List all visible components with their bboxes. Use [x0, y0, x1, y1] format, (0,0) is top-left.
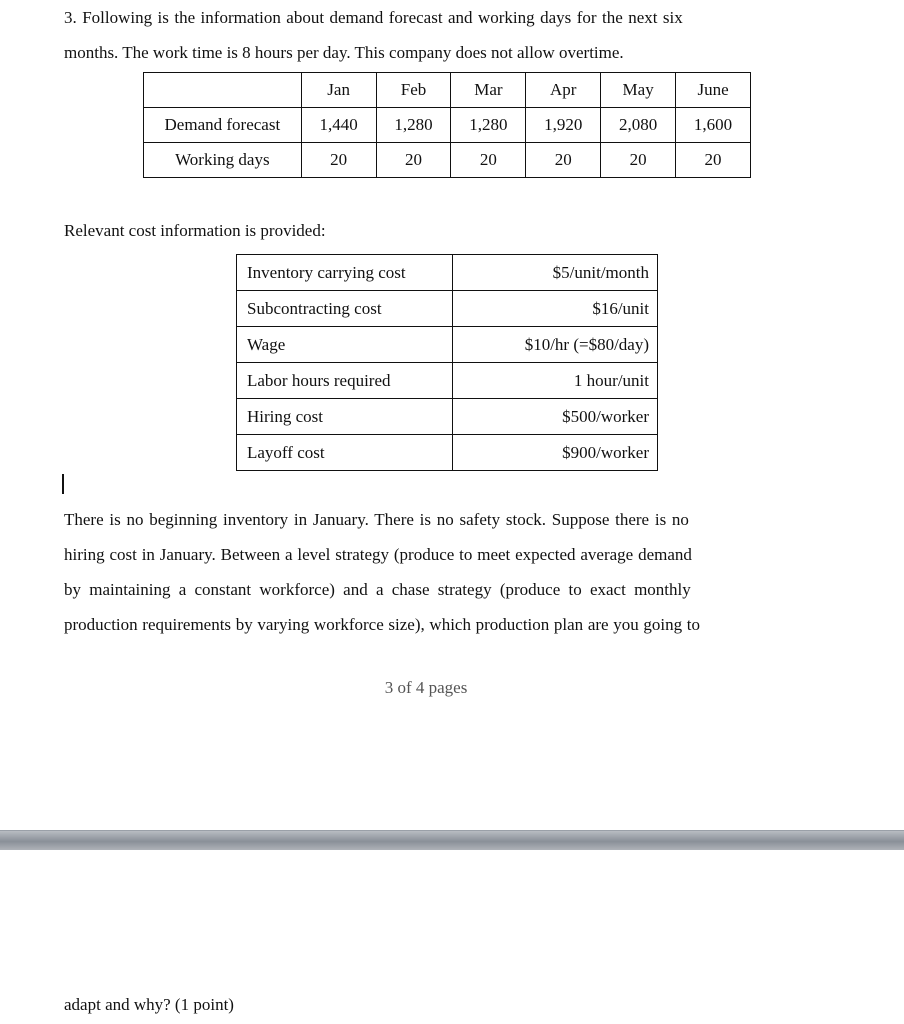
table-row: [237, 399, 658, 435]
cost-label: Subcontracting cost: [237, 291, 453, 327]
table-row: [237, 255, 658, 291]
cost-label: Inventory carrying cost: [237, 255, 453, 291]
month-header: Feb: [376, 73, 451, 108]
table-row: [144, 108, 751, 143]
table-cell: 1,440: [301, 108, 376, 143]
cost-value: $10/hr (=$80/day): [453, 327, 658, 363]
table-cell: 2,080: [601, 108, 676, 143]
month-header: May: [601, 73, 676, 108]
question-line-1: 3. Following is the information about demand forecast and working days for the next six: [64, 8, 683, 27]
cost-value: $500/worker: [453, 399, 658, 435]
page-divider: [0, 830, 904, 850]
table-cell: 20: [601, 143, 676, 178]
month-header: Mar: [451, 73, 526, 108]
table-row: [237, 291, 658, 327]
table-cell: 1,600: [676, 108, 751, 143]
month-header: Jan: [301, 73, 376, 108]
page-indicator: 3 of 4 pages: [384, 678, 468, 697]
table-cell: 1,280: [376, 108, 451, 143]
row-label: Demand forecast: [144, 108, 302, 143]
cost-intro-text: Relevant cost information is provided:: [64, 221, 326, 240]
table-cell: 1,280: [451, 108, 526, 143]
month-header: June: [676, 73, 751, 108]
table-cell: 20: [376, 143, 451, 178]
table-row: [237, 363, 658, 399]
cost-intro: [64, 213, 834, 248]
row-label: Working days: [144, 143, 302, 178]
question-text: [64, 0, 834, 70]
text-cursor: [62, 474, 64, 494]
table-cell: 20: [526, 143, 601, 178]
table-cell: 20: [676, 143, 751, 178]
table-row: [237, 327, 658, 363]
cost-value: $16/unit: [453, 291, 658, 327]
table-row: [144, 143, 751, 178]
cost-value: $5/unit/month: [453, 255, 658, 291]
question-line-2: months. The work time is 8 hours per day. This company does not allow overtime.: [64, 43, 624, 62]
cost-label: Hiring cost: [237, 399, 453, 435]
cost-label: Labor hours required: [237, 363, 453, 399]
cost-label: Layoff cost: [237, 435, 453, 471]
cost-label: Wage: [237, 327, 453, 363]
table-cell: 20: [451, 143, 526, 178]
table-cell: 1,920: [526, 108, 601, 143]
cost-value: $900/worker: [453, 435, 658, 471]
demand-forecast-table: [143, 72, 751, 178]
table-corner-cell: [144, 73, 302, 108]
paragraph-line-2: hiring cost in January. Between a level strategy (produce to meet expected average demand: [64, 545, 692, 564]
cost-value: 1 hour/unit: [453, 363, 658, 399]
table-header-row: [144, 73, 751, 108]
month-header: Apr: [526, 73, 601, 108]
table-row: [237, 435, 658, 471]
paragraph-line-4: production requirements by varying workforce size), which production plan are you going to: [64, 615, 700, 634]
strategy-paragraph: [64, 502, 834, 642]
cost-information-table: [236, 254, 658, 471]
paragraph-line-1: There is no beginning inventory in January. There is no safety stock. Suppose there is no: [64, 510, 689, 529]
paragraph-line-3: by maintaining a constant workforce) and a chase strategy (produce to exact monthly: [64, 580, 691, 599]
table-cell: 20: [301, 143, 376, 178]
continuation-text: adapt and why? (1 point): [64, 995, 234, 1014]
